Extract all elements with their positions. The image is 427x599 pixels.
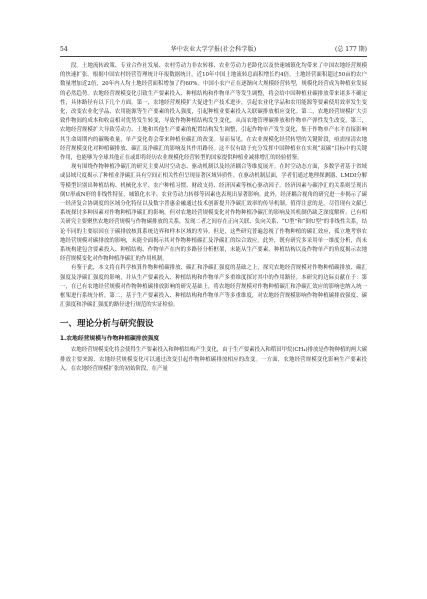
running-header (60, 44, 367, 57)
body-paragraph-3: 有鉴于此，本文将在科学核算作物种植碳排放、碳汇和净碳汇强度的基础之上，探究农地经营规模对作物种植碳排放、碳汇强度及净碳汇强度的影响，并从生产要素投入、种植结构和作物单产多重维度探讨其中的作用路径。本研究的边际贡献在于：第一，在已有农地经营规模对作物种植碳排放影响的研究基础上，将农地经营规模对作物种植碳汇和净碳汇效应的影响也纳入统一框架进行系统分析。第二，基于生产要素投入、种植结构和作物单产等多重维度，对农地经营规模影响作物种植碳排放强度、碳汇强度和净碳汇强度的路径进行规范的实证检验。 (60, 265, 367, 309)
body-paragraph-1: 段。土地流转政策、专业合作社发展、农村劳动力非农转移、农业劳动力老龄化以及快速城镇化均带来了中国农地经营规模的快速扩张。根据中国农村经营管理统计年报数据统计，近10年中国土地流转总面积增长约4倍，土地经营面积超过50亩的农户数量增加近2倍，20年内人均土地经营面积增加了约60%。中国小农户正在逐渐向大规模经营转型，规模化经营成为种植业发展的必然趋势。农地经营规模变化引致生产要素投入、种植结构和作物单产等发生调整，将会给中国种植业碳排放带来诸多不确定性，具体路径有以下几个方面。第一，农地经营规模扩大促进生产技术进步，引起农业化学品和农用能源等要素使用效率发生变化，改变农业化学品、农用能源等生产要素的投入强度，引起种植业要素投入关联碳排放相应变化。第二，农地经营规模扩大引致作物间的成本和收益相对优势发生转变，导致作物种植结构发生变化，从而农地管理碳排放和作物单产弹性发生改变。第三，农地经营规模扩大导致劳动力、土地和其他生产要素的配置结构发生调整，引起作物单产发生变化，集于作物单产水平直接影响其生命周期内的碳吸收量，单产变化将会带来种植业碳汇的改变。显而易见，在农业规模化经营转型的关键阶段，亟需厘清农地经营规模变化对种植碳排放、碳汇及净碳汇的影响及其作用路径。这不仅有助于充分发挥中国种植业在实现“双碳”目标中的关键作用，也能够为全球其他正在或即将经历农业规模化经营转型的国家提供种植业减排增汇的经验借鉴。 (60, 63, 367, 162)
section-heading: 一、理论分析与研究假设 (60, 319, 154, 330)
body-paragraph-4: 农地经营规模变化将会使得生产要素投入和种植结构产生变化，由于生产要素投入和稻田甲烷(CH₄)排放是作物种植的两大碳排放主要来源，农地经营规模变化可以通过改变引起作物种植碳排放相应的改变。一方面，农地经营规模变化影响生产要素投入。在农地经营规模扩张的初始阶段，在产量 (60, 347, 367, 372)
article-body (60, 62, 367, 582)
issue-number: (总 177 期) (335, 46, 367, 53)
journal-title: 华中农业大学学报(社会科学版) (170, 46, 257, 53)
subsection-heading: 1.农地经营规模与作物种植碳排放强度 (60, 336, 159, 343)
body-paragraph-2: 现有围绕作物种植净碳汇的研究主要从时空动态、驱动机制以及经济耦合等维度展开。在时空动态方面，多数学者基于省域或县域尺度揭示了种植业净碳汇具有空间正相关性但呈现显著区域异质性。在驱动机制层面，学者们通过地理探测器、LMDI分解等模型识别出种植结构、机械化水平、农户种植习惯、财政支持、经济因素等核心驱动因子。经济因素与碳净汇的关系则呈现出倒U形或N形的非线性特征，城镇化水平、农业劳动力转移等因素也表现出显著影响。此外，经济耦合视角的研究进一步揭示了碳一经济复合协调度的区域分化特征以及数字普惠金融通过技术创新提升净碳汇效率的传导机制。值得注意的是，尽管现有文献已系统探讨多种因素对作物种植净碳汇的影响，但对农地经营规模变化对作物种植净碳汇的影响及其机制仍缺乏深度解析。已有相关研究主要聚焦农地经营规模与作物碳排放的关系，发现二者之间存在正向关联、负向关系、“U型”和“倒U型”的非线性关系，结论不同的主要原因在于碳排放核算系统边界和样本区域的差异。但是，这些研究普遍忽视了作物种植的碳汇效应，孤立地考察农地经营规模对碳排放的影响，未能全面揭示其对作物种植碳汇及净碳汇的综合效应。此外，既有研究多采用单一维度分析，尚未系统构建包含要素投入、种植结构、作物单产在内的多路径分析框架，未能从生产要素、种植结构以及作物单产的角度揭示农地经营规模变化对作物种植净碳汇的作用机制。 (60, 164, 367, 263)
page-number: 54 (60, 46, 68, 53)
